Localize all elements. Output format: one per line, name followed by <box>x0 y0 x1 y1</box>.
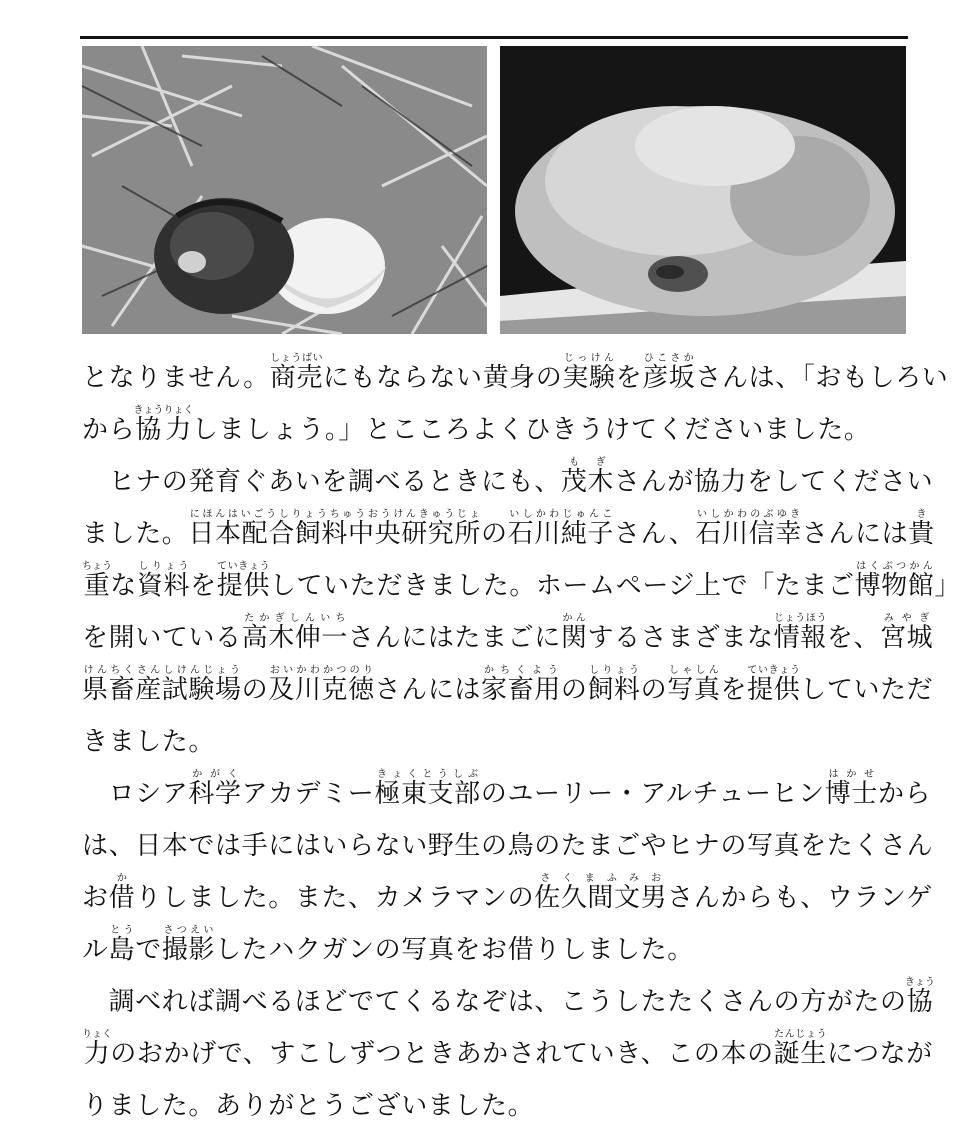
text-segment: の <box>241 675 269 705</box>
ruby-word <box>268 665 375 705</box>
ruby-word <box>773 1029 827 1069</box>
text-segment: するさまざまな <box>587 623 774 653</box>
furigana: みやぎ <box>880 613 934 624</box>
furigana: たんじょう <box>773 1029 827 1040</box>
text-segment: しましょう。」とこころよくひきうけてくださいました。 <box>191 415 871 445</box>
ruby-base: 関 <box>560 623 588 653</box>
text-segment: となりません。 <box>82 363 270 393</box>
ruby-word <box>133 405 194 445</box>
ruby-base: 茂木 <box>560 467 615 497</box>
ruby-word <box>880 613 934 653</box>
text-line <box>82 664 934 716</box>
ruby-base: 博士 <box>824 779 878 809</box>
furigana: とう <box>108 925 136 936</box>
ruby-base: 科学 <box>188 779 242 809</box>
ruby-base: 協 <box>904 987 935 1017</box>
text-line <box>82 976 935 1028</box>
text-segment: さんが協力をしてください <box>614 467 934 497</box>
text-segment: さんには <box>801 519 909 549</box>
ruby-word <box>188 509 482 549</box>
text-segment: な <box>110 571 137 601</box>
text-segment: を <box>615 363 643 393</box>
ruby-word <box>904 977 935 1017</box>
furigana: かちくよう <box>481 665 561 676</box>
ruby-word <box>562 353 616 393</box>
ruby-word <box>82 665 242 705</box>
text-segment: したハクガンの写真をお借りしました。 <box>215 935 694 965</box>
furigana: はくぶつかん <box>854 561 935 572</box>
text-segment: ました。 <box>82 519 189 549</box>
ruby-base: 誕生 <box>773 1039 827 1069</box>
text-line <box>82 560 962 612</box>
text-segment: の <box>481 519 508 549</box>
furigana: ひこさか <box>642 353 696 364</box>
furigana: しゃしん <box>667 665 721 676</box>
text-segment: は、日本では手にはいらない野生の鳥のたまごやヒナの写真をたくさん <box>82 831 934 861</box>
furigana: いしかわのぶゆき <box>695 509 802 520</box>
ruby-base: 力 <box>82 1039 112 1069</box>
ruby-word <box>136 561 191 601</box>
ruby-word <box>82 561 112 601</box>
ruby-word <box>374 769 481 809</box>
text-segment: お <box>82 883 109 913</box>
text-line <box>82 820 934 872</box>
ruby-base: 宮城 <box>880 623 934 653</box>
furigana: きょくとうしぶ <box>374 769 481 780</box>
ruby-word <box>560 457 615 497</box>
furigana: りょく <box>82 1029 112 1040</box>
furigana: きょう <box>904 977 935 988</box>
ruby-base: 実験 <box>562 363 616 393</box>
furigana: き <box>908 509 935 520</box>
text-segment: を <box>190 571 217 601</box>
ruby-base: 貴 <box>908 519 935 549</box>
ruby-word <box>824 769 878 809</box>
ruby-word <box>587 665 641 705</box>
ruby-base: 情報 <box>773 623 827 653</box>
furigana: ていきょう <box>747 665 801 676</box>
ruby-base: 極東支部 <box>374 779 481 809</box>
furigana: かん <box>560 613 588 624</box>
ruby-base: 高木伸一 <box>241 623 349 653</box>
ruby-base: 協力 <box>133 415 194 445</box>
text-segment: していただ <box>800 675 934 705</box>
ruby-word <box>507 509 615 549</box>
ruby-base: 家畜用 <box>481 675 561 705</box>
furigana: ていきょう <box>216 561 270 572</box>
text-segment: ヒナの発育ぐあいを調べるときにも、 <box>82 467 561 497</box>
ruby-word <box>695 509 802 549</box>
ruby-base: 彦坂 <box>642 363 696 393</box>
text-line <box>82 508 935 560</box>
text-line <box>82 872 933 924</box>
hatching-egg-photo <box>82 46 487 334</box>
text-segment: から <box>82 415 136 445</box>
text-line <box>82 404 910 456</box>
text-segment: りました。ありがとうございました。 <box>82 1091 535 1121</box>
ruby-base: 県畜産試験場 <box>82 675 242 705</box>
furigana: おいかわかつのり <box>268 665 375 676</box>
text-segment: を、 <box>826 623 881 653</box>
text-segment: の <box>560 675 588 705</box>
ruby-word <box>854 561 935 601</box>
text-segment: から <box>877 779 932 809</box>
ruby-base: 博物館 <box>854 571 935 601</box>
ruby-word <box>269 353 323 393</box>
ruby-word <box>82 1029 112 1069</box>
text-segment: の <box>640 675 668 705</box>
text-line <box>82 768 932 820</box>
furigana: ちょう <box>82 561 112 572</box>
text-line <box>82 716 910 768</box>
ruby-word <box>241 613 349 653</box>
ruby-base: 日本配合飼料中央研究所 <box>188 519 482 549</box>
text-segment: さんからも、ウランゲ <box>667 883 933 913</box>
ruby-word <box>534 873 668 913</box>
ruby-base: 借 <box>108 883 136 913</box>
furigana: けんちくさんしけんじょう <box>82 665 242 676</box>
ruby-word <box>216 561 270 601</box>
ruby-word <box>108 925 136 965</box>
furigana: さくまふみお <box>534 873 668 884</box>
ruby-word <box>560 613 588 653</box>
ruby-base: 飼料 <box>587 675 641 705</box>
text-line <box>82 1080 910 1132</box>
furigana: じっけん <box>562 353 616 364</box>
ruby-base: 商売 <box>269 363 323 393</box>
ruby-word <box>908 509 935 549</box>
text-segment: ロシア <box>82 779 189 809</box>
ruby-base: 石川純子 <box>507 519 615 549</box>
furigana: さつえい <box>161 925 216 936</box>
ruby-base: 資料 <box>136 571 191 601</box>
ruby-base: 重 <box>82 571 112 601</box>
text-segment: につなが <box>826 1039 933 1069</box>
text-segment: さんにはたまごに <box>348 623 561 653</box>
furigana: しりょう <box>136 561 191 572</box>
text-line <box>82 456 934 508</box>
furigana: にほんはいごうしりょうちゅうおうけんきゅうじょ <box>188 509 482 520</box>
text-segment: にもならない黄身の <box>322 363 563 393</box>
furigana: しりょう <box>587 665 641 676</box>
text-segment: りしました。また、カメラマンの <box>135 883 535 913</box>
text-segment: を開いている <box>82 623 242 653</box>
ruby-word <box>161 925 216 965</box>
duckling-photo <box>500 46 906 334</box>
text-segment: さんには <box>374 675 482 705</box>
text-segment: さんは、「おもしろい <box>695 363 949 393</box>
furigana: はかせ <box>824 769 878 780</box>
text-segment: のおかげで、すこしずつときあかされていき、この本の <box>110 1039 774 1069</box>
text-segment: 調べれば調べるほどでてくるなぞは、こうしたたくさんの方がたの <box>82 987 907 1017</box>
ruby-word <box>481 665 561 705</box>
furigana: きょうりょく <box>133 405 194 416</box>
ruby-word <box>642 353 696 393</box>
furigana: しょうばい <box>269 353 323 364</box>
text-segment: のユーリー・アルチューヒン <box>480 779 825 809</box>
ruby-base: 写真 <box>667 675 721 705</box>
text-segment: きました。 <box>82 727 216 757</box>
ruby-base: 島 <box>108 935 136 965</box>
ruby-base: 及川克徳 <box>268 675 375 705</box>
ruby-word <box>667 665 721 705</box>
ruby-base: 提供 <box>216 571 270 601</box>
furigana: じょうほう <box>773 613 827 624</box>
ruby-base: 石川信幸 <box>695 519 802 549</box>
text-segment: していただきました。ホームページ上で「たまご <box>269 571 855 601</box>
furigana: たかぎしんいち <box>241 613 349 624</box>
ruby-word <box>773 613 827 653</box>
ruby-word <box>188 769 242 809</box>
text-segment: で <box>135 935 162 965</box>
ruby-base: 撮影 <box>161 935 216 965</box>
text-line <box>82 1028 933 1080</box>
acknowledgement-text <box>82 352 962 1132</box>
ruby-word <box>747 665 801 705</box>
text-line <box>82 924 910 976</box>
text-segment: ル <box>82 935 109 965</box>
furigana: いしかわじゅんこ <box>507 509 615 520</box>
furigana: もぎ <box>560 457 615 468</box>
furigana: かがく <box>188 769 242 780</box>
ruby-word <box>108 873 136 913</box>
text-line <box>82 352 949 404</box>
text-segment: さん、 <box>614 519 696 549</box>
text-segment: 」 <box>934 571 962 601</box>
top-rule <box>80 36 908 39</box>
text-line <box>82 612 934 664</box>
ruby-base: 提供 <box>747 675 801 705</box>
furigana: か <box>108 873 136 884</box>
ruby-base: 佐久間文男 <box>534 883 668 913</box>
text-segment: を <box>720 675 748 705</box>
text-segment: アカデミー <box>241 779 375 809</box>
